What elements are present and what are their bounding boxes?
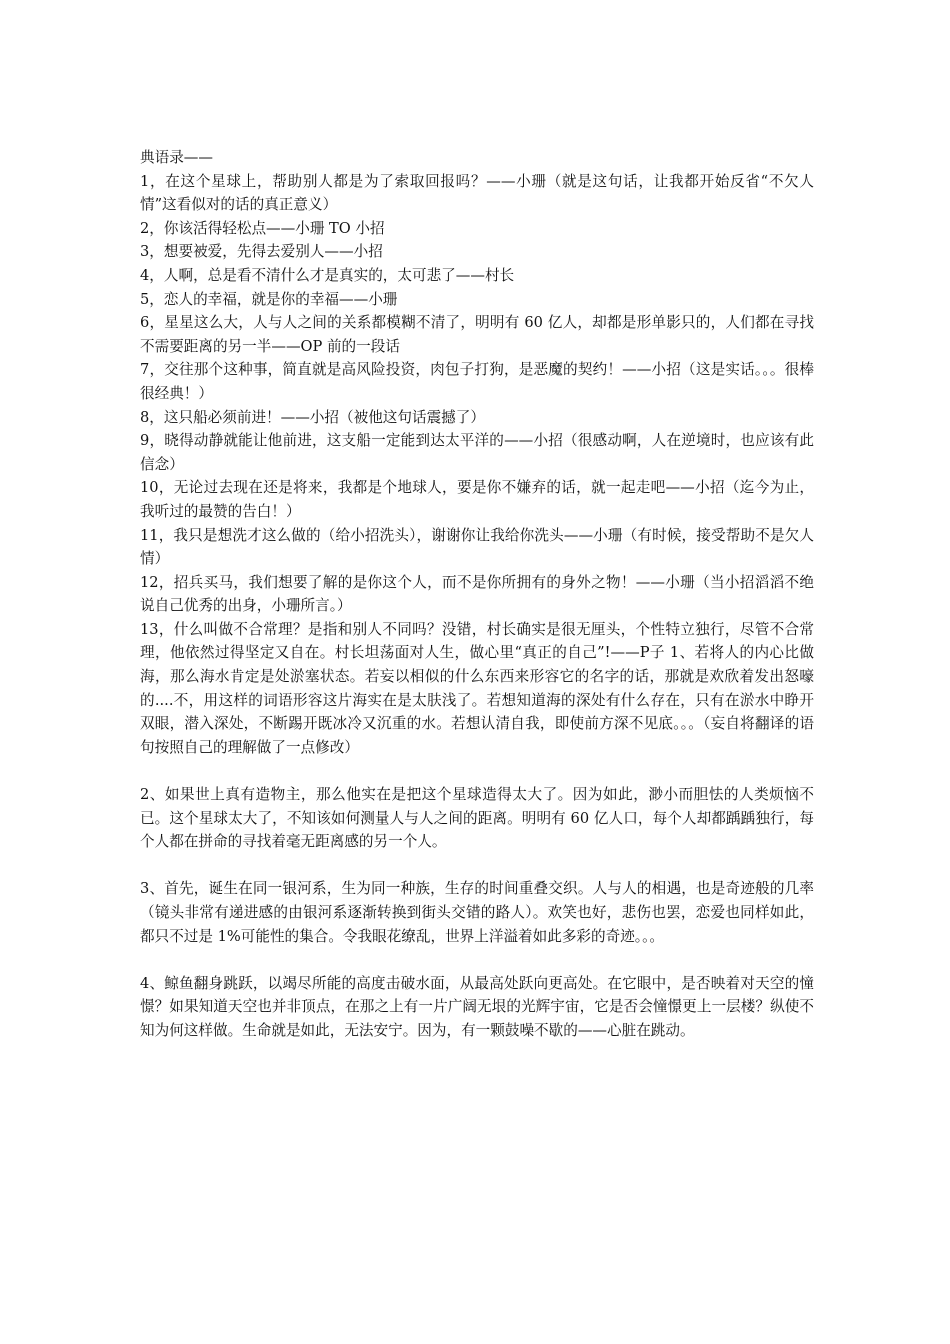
quote-11: 11，我只是想洗才这么做的（给小招洗头），谢谢你让我给你洗头——小珊（有时候，接受帮助不是欠人情） bbox=[140, 526, 814, 568]
paragraph-4: 4、鲸鱼翻身跳跃，以竭尽所能的高度击破水面，从最高处跃向更高处。在它眼中，是否映着对天空的憧憬？如果知道天空也并非顶点，在那之上有一片广阔无垠的光辉宇宙，它是否会憧憬更上一层楼？纵使不知为何这样做。生命就是如此，无法安宁。因为，有一颗鼓噪不歇的——心脏在跳动。 bbox=[140, 974, 814, 1039]
document-heading: 典语录—— bbox=[140, 149, 213, 166]
quote-2: 2，你该活得轻松点——小珊 TO 小招 bbox=[140, 219, 385, 237]
quote-6: 6，星星这么大，人与人之间的关系都模糊不清了，明明有 60 亿人，却都是形单影只的，人们都在寻找不需要距离的另一半——OP 前的一段话 bbox=[140, 314, 814, 355]
quote-12: 12，招兵买马，我们想要了解的是你这个人，而不是你所拥有的身外之物！——小珊（当小招滔滔不绝说自己优秀的出身，小珊所言。） bbox=[140, 573, 814, 615]
quote-5: 5，恋人的幸福，就是你的幸福——小珊 bbox=[140, 290, 398, 308]
quote-7: 7，交往那个这种事，简直就是高风险投资，肉包子打狗，是恶魔的契约！——小招（这是实话。。。很棒很经典！） bbox=[140, 361, 814, 402]
paragraph-spacer bbox=[140, 948, 814, 972]
quote-8: 8，这只船必须前进！——小招（被他这句话震撼了） bbox=[140, 408, 485, 426]
quote-1: 1，在这个星球上，帮助别人都是为了索取回报吗？——小珊（就是这句话，让我都开始反省“不欠人情”这看似对的话的真正意义） bbox=[140, 172, 814, 214]
quote-4: 4，人啊，总是看不清什么才是真实的，太可悲了——村长 bbox=[140, 266, 515, 284]
quote-9: 9，晓得动静就能让他前进，这支船一定能到达太平洋的——小招（很感动啊，人在逆境时，也应该有此信念） bbox=[140, 432, 814, 473]
document-body bbox=[140, 146, 814, 1043]
quote-10: 10，无论过去现在还是将来，我都是个地球人，要是你不嫌弃的话，就一起走吧——小招（迄今为止，我听过的最赞的告白！） bbox=[140, 479, 814, 520]
paragraph-spacer bbox=[140, 854, 814, 878]
quote-3: 3，想要被爱，先得去爱别人——小招 bbox=[140, 243, 383, 261]
paragraph-2: 2、如果世上真有造物主，那么他实在是把这个星球造得太大了。因为如此，渺小而胆怯的人类烦恼不已。这个星球太大了，不知该如何测量人与人之间的距离。明明有 60 亿人口，每个人却都踽踽独行，每个人都在拼命的寻找着毫无距离感的另一个人。 bbox=[140, 786, 814, 851]
paragraph-spacer bbox=[140, 759, 814, 783]
paragraph-3: 3、首先，诞生在同一银河系，生为同一种族，生存的时间重叠交织。人与人的相遇，也是奇迹般的几率（镜头非常有递进感的由银河系逐渐转换到街头交错的路人）。欢笑也好，悲伤也罢，恋爱也同样如此，都只不过是 1%可能性的集合。令我眼花缭乱，世界上洋溢着如此多彩的奇迹。。。 bbox=[140, 880, 814, 945]
quote-13: 13，什么叫做不合常理？是指和别人不同吗？没错，村长确实是很无厘头，个性特立独行，尽管不合常理，他依然过得坚定又自在。村长坦荡面对人生，做心里“真正的自己”!——P子 1、若将人的内心比做海，那么海水肯定是处淤塞状态。若妄以相似的什么东西来形容它的名字的话，那就是欢欣着发出怒嚎的....不，用这样的词语形容这片海实在是太肤浅了。若想知道海的深处有什么存在，只有在淤水中睁开双眼，潜入深处，不断踢开既冰冷又沉重的水。若想认清自我，即使前方深不见底。。。（妄自将翻译的语句按照自己的理解做了一点修改） bbox=[140, 620, 814, 756]
